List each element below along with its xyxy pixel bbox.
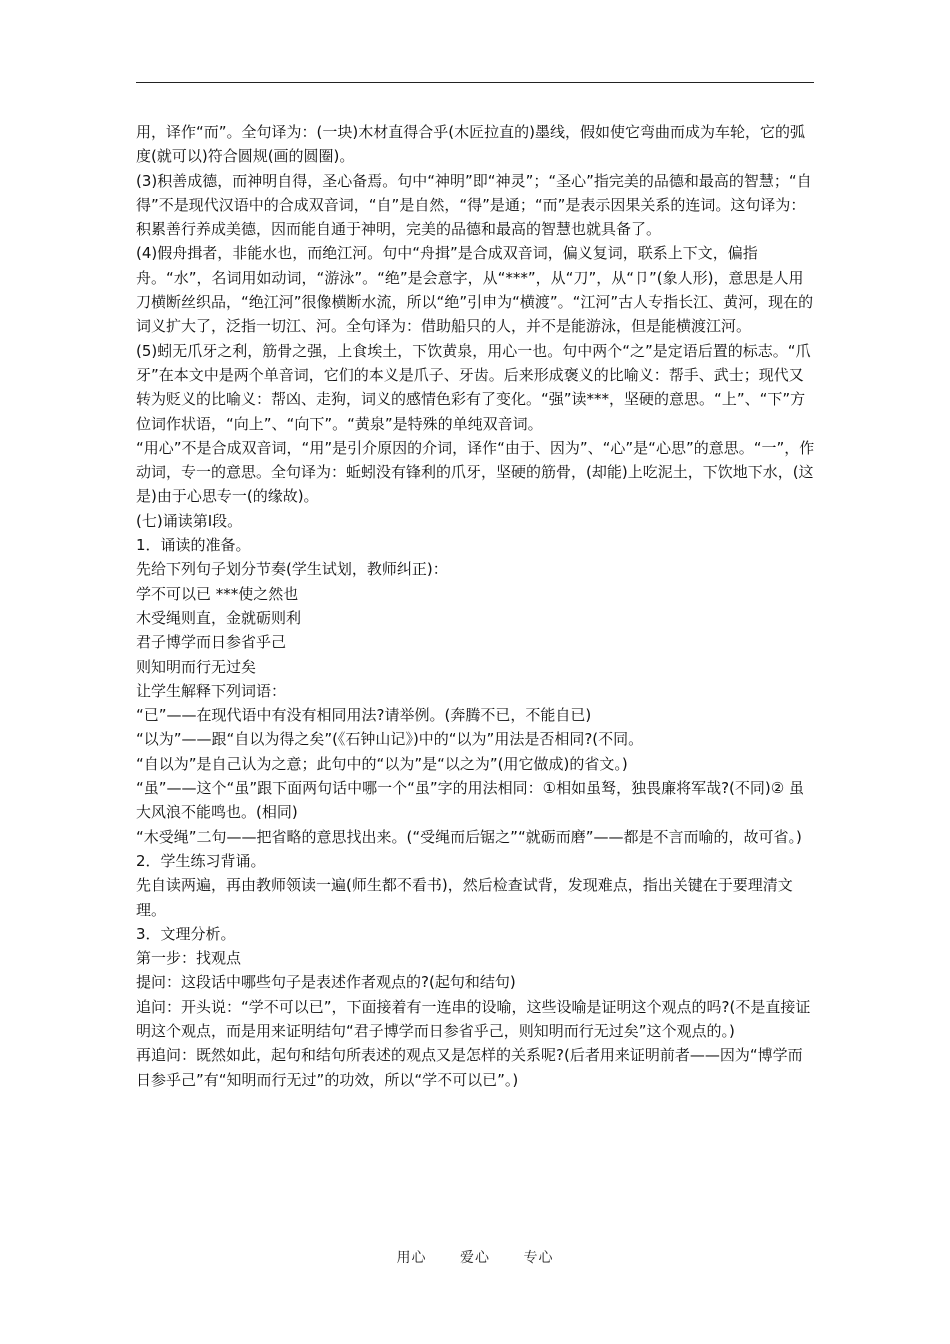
subheading: 2．学生练习背诵。 [136, 851, 266, 870]
text-line: 则知明而行无过矣 [136, 657, 257, 676]
paragraph: “自以为”是自己认为之意；此句中的“以为”是“以之为”(用它做成)的省文。) [136, 754, 628, 773]
paragraph: 再追问：既然如此，起句和结句所表述的观点又是怎样的关系呢?(后者用来证明前者——因为“博学而日参乎己”有“知明而行无过”的功效，所以“学不可以已”。) [136, 1046, 803, 1089]
footer-item: 爱心 [460, 1250, 490, 1266]
paragraph: 先自读两遍，再由教师领读一遍(师生都不看书)，然后检查试背，发现难点，指出关键在于要理清文理。 [136, 876, 793, 919]
paragraph: 先给下列句子划分节奏(学生试划，教师纠正)： [136, 560, 448, 579]
page-footer [0, 1247, 950, 1267]
paragraph: “木受绳”二句——把省略的意思找出来。(“受绳而后锯之”“就砺而磨”——都是不言而喻的，故可省。) [136, 827, 802, 846]
footer-item: 专心 [523, 1250, 554, 1266]
paragraph: “虽”——这个“虽”跟下面两句话中哪一个“虽”字的用法相同：①相如虽驽，独畏廉将军哉?(不同)② 虽大风浪不能鸣也。(相同) [136, 779, 804, 822]
paragraph: (5)蚓无爪牙之利，筋骨之强，上食埃土，下饮黄泉，用心一也。句中两个“之”是定语后置的标志。“爪牙”在本文中是两个单音词，它们的本义是爪子、牙齿。后来形成褒义的比喻义：帮手、武士；现代又转为贬义的比喻义：帮凶、走狗，词义的感情色彩有了变化。“强”读***，坚硬的意思。“上”、“下”方位词作状语，“向上”、“向下”。“黄泉”是特殊的单纯双音词。 [136, 341, 811, 433]
paragraph: “以为”——跟“自以为得之矣”(《石钟山记》)中的“以为”用法是否相同?(不同。 [136, 730, 644, 749]
paragraph: 提问：这段话中哪些句子是表述作者观点的?(起句和结句) [136, 973, 516, 992]
footer-item: 用心 [396, 1250, 427, 1266]
subheading: 3．文理分析。 [136, 924, 236, 943]
header-rule [136, 82, 814, 83]
text-line: 木受绳则直，金就砺则利 [136, 608, 302, 627]
paragraph: 第一步：找观点 [136, 949, 242, 968]
paragraph: “已”——在现代语中有没有相同用法?请举例。(奔腾不已，不能自已) [136, 706, 592, 725]
subheading: 1．诵读的准备。 [136, 536, 251, 555]
section-heading: (七)诵读第Ⅰ段。 [136, 511, 243, 530]
text-line: 君子博学而日参省乎己 [136, 633, 287, 652]
paragraph: (4)假舟揖者，非能水也，而绝江河。句中“舟揖”是合成双音词，偏义复词，联系上下文，偏指舟。“水”，名词用如动词，“游泳”。“绝”是会意字，从“***”，从“刀”，从“卩”(象人形)，意思是人用刀横断丝织品，“绝江河”很像横断水流，所以“绝”引申为“横渡”。“江河”古人专指长江、黄河，现在的词义扩大了，泛指一切江、河。全句译为：借助船只的人，并不是能游泳，但是能横渡江河。 [136, 244, 814, 336]
paragraph: 让学生解释下列词语： [136, 681, 287, 700]
paragraph: 追问：开头说：“学不可以已”，下面接着有一连串的设喻，这些设喻是证明这个观点的吗?(不是直接证明这个观点，而是用来证明结句“君子博学而日参省乎己，则知明而行无过矣”这个观点的。) [136, 997, 811, 1040]
paragraph: “用心”不是合成双音词，“用”是引介原因的介词，译作“由于、因为”、“心”是“心思”的意思。“一”，作动词，专一的意思。全句译为：蚯蚓没有锋利的爪牙，坚硬的筋骨，(却能)上吃泥土，下饮地下水，(这是)由于心思专一(的缘故)。 [136, 438, 815, 506]
paragraph: (3)积善成德，而神明自得，圣心备焉。句中“神明”即“神灵”；“圣心”指完美的品德和最高的智慧；“自得”不是现代汉语中的合成双音词，“自”是自然，“得”是通；“而”是表示因果关系的连词。这句译为：积累善行养成美德，因而能自通于神明，完美的品德和最高的智慧也就具备了。 [136, 171, 812, 239]
document-body [136, 120, 816, 1092]
text-line: 学不可以已 ***使之然也 [136, 584, 299, 603]
paragraph: 用，译作“而”。全句译为：(一块)木材直得合乎(木匠拉直的)墨线，假如使它弯曲而成为车轮，它的弧度(就可以)符合圆规(画的圆圈)。 [136, 123, 805, 166]
